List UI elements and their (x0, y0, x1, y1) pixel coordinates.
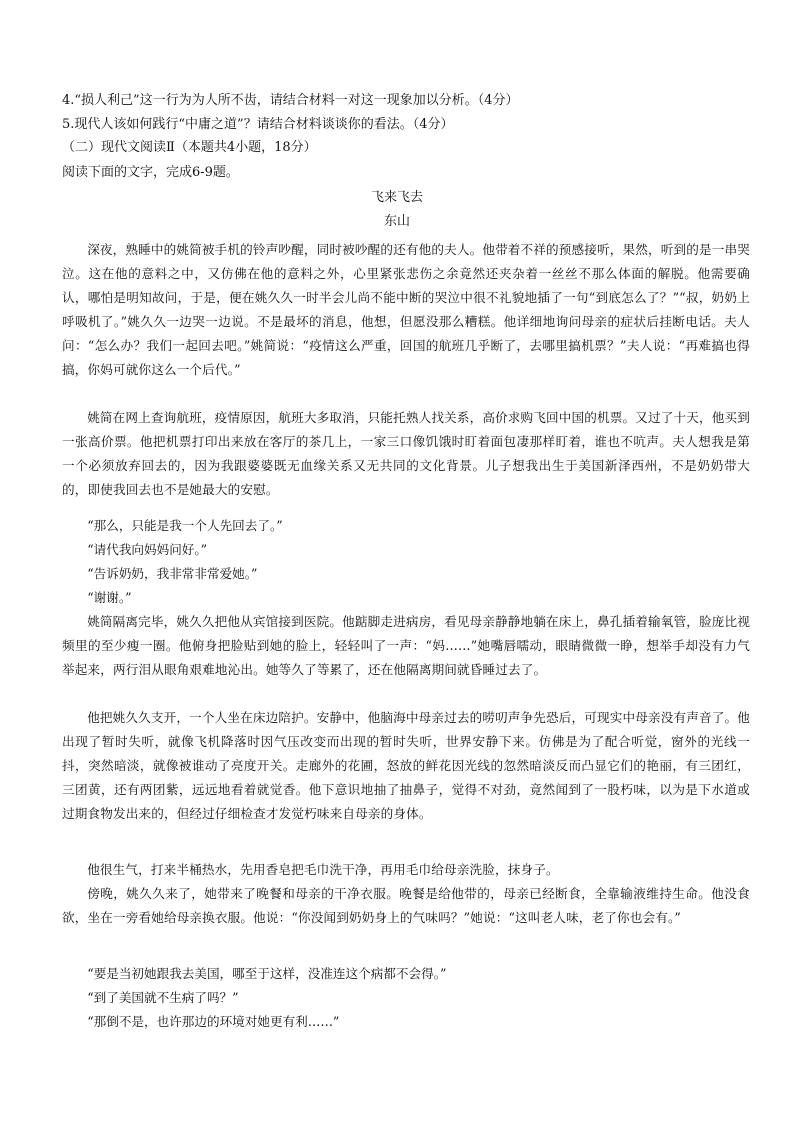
dialogue-line-6: “到了美国就不生病了吗？” (87, 990, 239, 1005)
dialogue-line-1: “那么，只能是我一个人先回去了。” (87, 518, 283, 533)
dialogue-line-3: “告诉奶奶，我非常非常爱她。” (87, 566, 258, 581)
paragraph-2: 姚简在网上查询航班，疫情原因，航班大多取消，只能托熟人找关系，高价求购飞回中国的机票。又过了十天，他买到一张高价票。他把机票打印出来放在客厅的茶几上，一家三口像饥饿时盯着面包凄那样盯着，谁也不吭声。夫人想我是第一个必须放弃回去的，因为我跟婆婆既无血缘关系又无共同的文化背景。儿子想我出生于美国新泽西州，不是奶奶带大的，即使我回去也不是她最大的安慰。 (62, 410, 750, 497)
dialogue-line-7: “那倒不是，也许那边的环境对她更有利……” (87, 1014, 340, 1029)
paragraph-3: 姚简隔离完毕，姚久久把他从宾馆接到医院。他踮脚走进病房，看见母亲静静地躺在床上，鼻孔插着输氧管，脸庞比视频里的至少瘦一圈。他俯身把脸贴到她的脸上，轻轻叫了一声：“妈……”她嘴唇嚅动，眼睛微微一睁，想举手却没有力气举起来，两行泪从眼角艰难地沁出。她等久了等累了，还在他隔离期间就昏睡过去了。 (62, 614, 750, 677)
article-title: 飞来飞去 (370, 190, 423, 205)
section-instruction: 阅读下面的文字，完成6-9题。 (62, 165, 239, 180)
paragraph-5: 他很生气，打来半桶热水，先用香皂把毛巾洗干净，再用毛巾给母亲洗脸，抹身子。 (87, 862, 559, 877)
paragraph-6: 傍晚，姚久久来了，她带来了晚餐和母亲的干净衣服。晚餐是给他带的，母亲已经断食，全靠输液维持生命。他没食欲，坐在一旁看她给母亲换衣服。他说：“你没闻到奶奶身上的气味吗？”她说：“这叫老人味，老了你也会有。” (62, 886, 750, 925)
question-4: 4.“损人利己”这一行为为人所不齿，请结合材料一对这一现象加以分析。（4分） (62, 93, 519, 108)
question-5: 5.现代人该如何践行“中庸之道”？请结合材料谈谈你的看法。（4分） (62, 117, 454, 132)
article-author: 东山 (383, 214, 410, 229)
paragraph-4: 他把姚久久支开，一个人坐在床边陪护。安静中，他脑海中母亲过去的唠叨声争先恐后，可现实中母亲没有声音了。他出现了暂时失听，就像飞机降落时因气压改变而出现的暂时失听，世界安静下来。仿佛是为了配合听觉，窗外的光线一抖，突然暗淡，就像被谁动了亮度开关。走廊外的花圃，怒放的鲜花因光线的忽然暗淡反而凸显它们的艳丽，有三团红，三团黄，还有两团紫，远远地看着就觉香。他下意识地抽了抽鼻子，觉得不对劲，竟然闻到了一股朽味，以为是下水道或过期食物发出来的，但经过仔细检查才发觉朽味来自母亲的身体。 (62, 710, 750, 821)
dialogue-line-4: “谢谢。” (87, 590, 132, 605)
dialogue-line-2: “请代我向妈妈问好。” (87, 542, 208, 557)
dialogue-line-5: “要是当初她跟我去美国，哪至于这样，没准连这个病都不会得。” (87, 966, 447, 981)
paragraph-1: 深夜，熟睡中的姚简被手机的铃声吵醒，同时被吵醒的还有他的夫人。他带着不祥的预感接听，果然，听到的是一串哭泣。这在他的意料之中，又仿佛在他的意料之外，心里紧张悲伤之余竟然还夹杂着一丝丝不那么体面的解脱。他需要确认，哪怕是明知故问，于是，便在姚久久一时半会儿尚不能中断的哭泣中很不礼貌地插了一句“到底怎么了？”“叔，奶奶上呼吸机了。”姚久久一边哭一边说。不是最坏的消息，他想，但愿没那么糟糕。他详细地询问母亲的症状后挂断电话。夫人问：“怎么办？我们一起回去吧。”姚简说：“疫情这么严重，回国的航班几乎断了，去哪里搞机票？”夫人说：“再难搞也得搞，你妈可就你这么一个后代。” (62, 242, 750, 377)
section-heading: （二）现代文阅读Ⅱ（本题共4小题，18分） (62, 140, 317, 155)
